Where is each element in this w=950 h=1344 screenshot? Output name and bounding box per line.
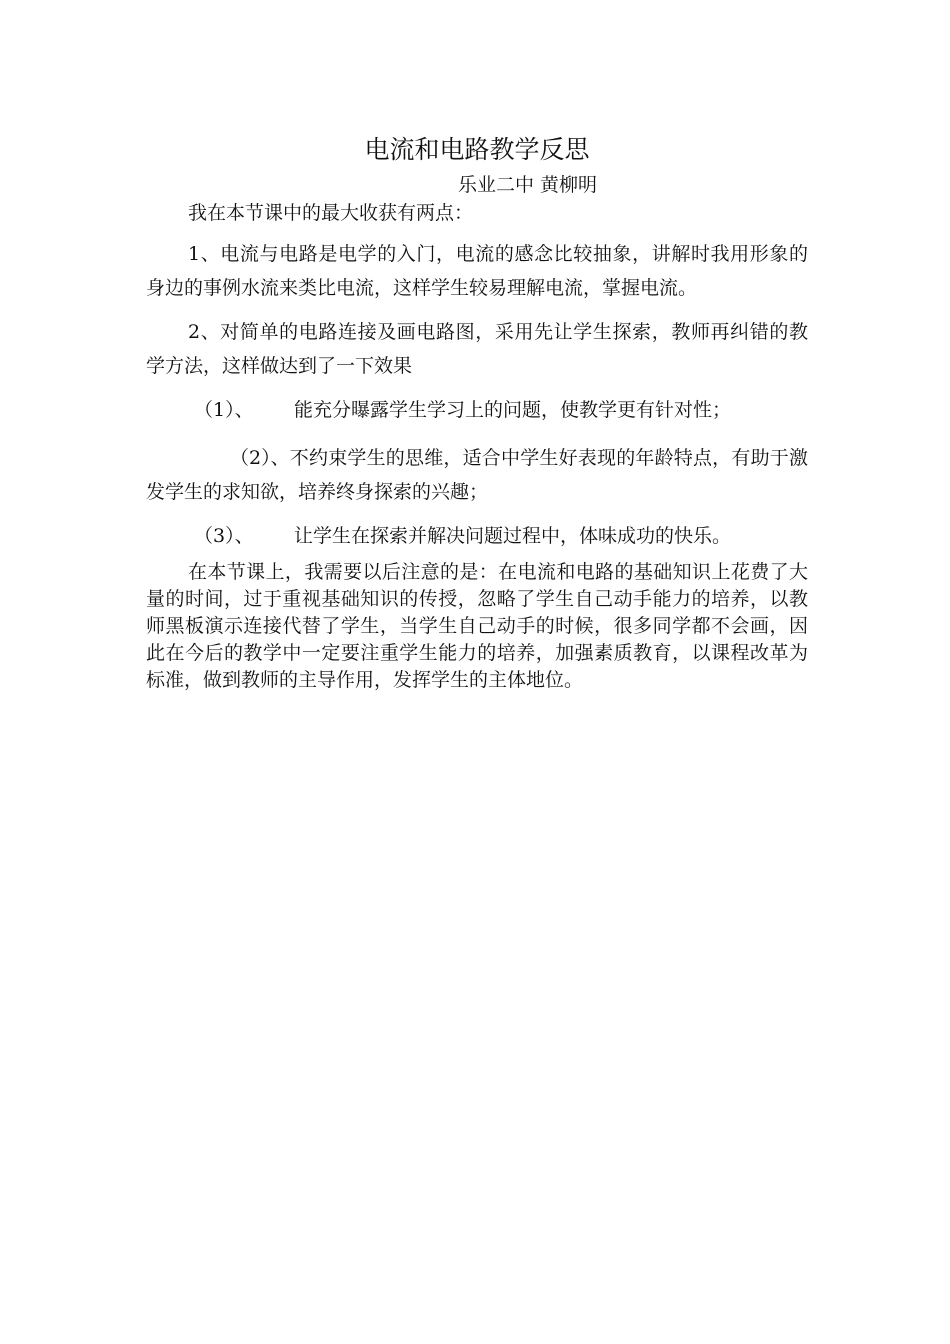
point-2-paragraph: 2、对简单的电路连接及画电路图，采用先让学生探索，教师再纠错的教学方法，这样做达到了一下效果 bbox=[146, 321, 808, 377]
sub-item-1 bbox=[146, 393, 808, 427]
document-body bbox=[146, 130, 808, 694]
sub-item-3-text: 让学生在探索并解决问题过程中，体味成功的快乐。 bbox=[294, 525, 732, 547]
sub-item-3 bbox=[146, 519, 808, 553]
sub-item-2-label: （2）、 bbox=[230, 447, 290, 469]
author-line: 乐业二中 黄柳明 bbox=[458, 174, 598, 196]
point-1-paragraph: 1、电流与电路是电学的入门，电流的感念比较抽象，讲解时我用形象的身边的事例水流来类比电流，这样学生较易理解电流，掌握电流。 bbox=[146, 243, 808, 299]
sub-item-1-label: （1）、 bbox=[194, 399, 254, 421]
sub-item-2-text: 不约束学生的思维，适合中学生好表现的年龄特点，有助于激发学生的求知欲，培养终身探索的兴趣； bbox=[146, 447, 808, 503]
conclusion-paragraph: 在本节课上，我需要以后注意的是：在电流和电路的基础知识上花费了大量的时间，过于重视基础知识的传授，忽略了学生自己动手能力的培养，以教师黑板演示连接代替了学生，当学生自己动手的时候，很多同学都不会画，因此在今后的教学中一定要注重学生能力的培养，加强素质教育，以课程改革为标准，做到教师的主导作用，发挥学生的主体地位。 bbox=[146, 561, 808, 691]
page-title: 电流和电路教学反思 bbox=[364, 135, 590, 164]
sub-item-1-text: 能充分曝露学生学习上的问题，使教学更有针对性； bbox=[294, 399, 732, 421]
sub-item-2 bbox=[146, 441, 808, 509]
intro-paragraph: 我在本节课中的最大收获有两点： bbox=[188, 202, 474, 224]
sub-item-3-label: （3）、 bbox=[194, 525, 254, 547]
